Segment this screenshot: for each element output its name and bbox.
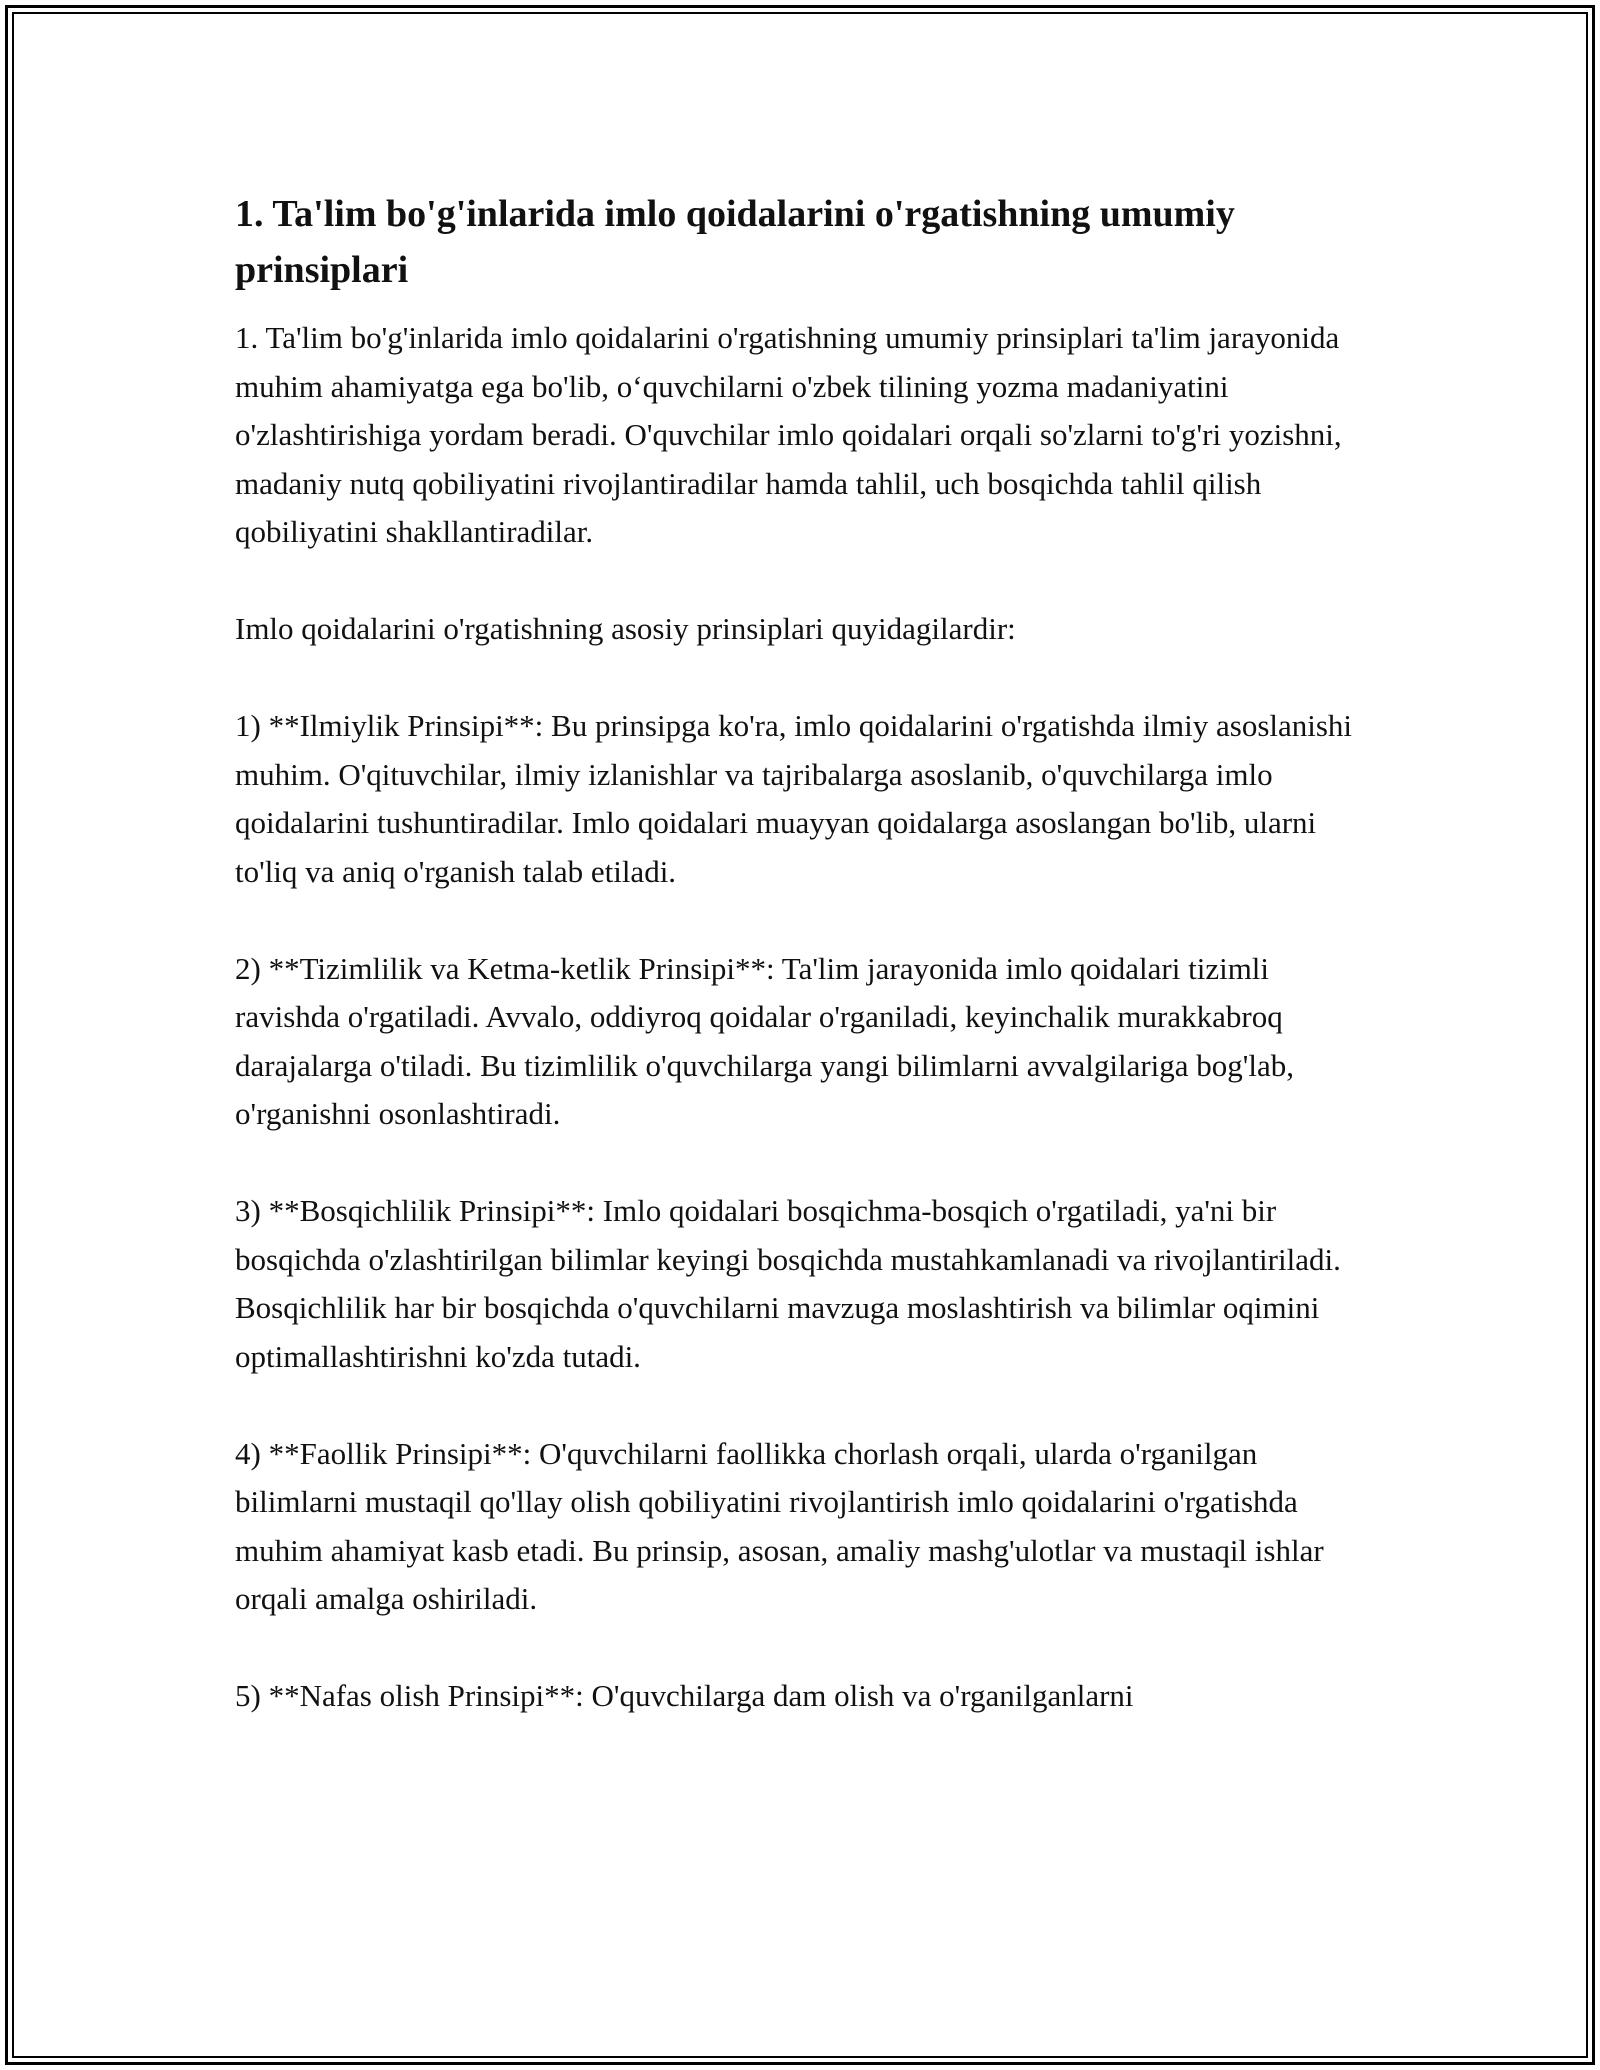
document-body: [235, 186, 1370, 1769]
paragraph-principles-lead: Imlo qoidalarini o'rgatishning asosiy prinsiplari quyidagilardir:: [235, 611, 1016, 646]
document-title: 1. Ta'lim bo'g'inlarida imlo qoidalarini o'rgatishning umumiy prinsiplari: [235, 193, 1235, 291]
paragraph-principle-3: 3) **Bosqichlilik Prinsipi**: Imlo qoidalari bosqichma-bosqich o'rgatiladi, ya'ni bir bosqichda o'zlashtirilgan bilimlar keyingi bosqichda mustahkamlanadi va rivojlantiriladi. Bosqichlilik har bir bosqichda o'quvchilarni mavzuga moslashtirish va bilimlar oqimini optimallashtirishni ko'zda tutadi.: [235, 1193, 1341, 1374]
paragraph-principle-5: 5) **Nafas olish Prinsipi**: O'quvchilarga dam olish va o'rganilganlarni: [235, 1678, 1134, 1713]
paragraph-intro: 1. Ta'lim bo'g'inlarida imlo qoidalarini o'rgatishning umumiy prinsiplari ta'lim jarayonida muhim ahamiyatga ega bo'lib, o‘quvchilarni o'zbek tilining yozma madaniyatini o'zlashtirishiga yordam beradi. O'quvchilar imlo qoidalari orqali so'zlarni to'g'ri yozishni, madaniy nutq qobiliyatini rivojlantiradilar hamda tahlil, uch bosqichda tahlil qilish qobiliyatini shakllantiradilar.: [235, 320, 1342, 549]
paragraph-principle-4: 4) **Faollik Prinsipi**: O'quvchilarni faollikka chorlash orqali, ularda o'rganilgan bilimlarni mustaqil qo'llay olish qobiliyatini rivojlantirish imlo qoidalarini o'rgatishda muhim ahamiyat kasb etadi. Bu prinsip, asosan, amaliy mashg'ulotlar va mustaqil ishlar orqali amalga oshiriladi.: [235, 1435, 1324, 1616]
paragraph-principle-1: 1) **Ilmiylik Prinsipi**: Bu prinsipga ko'ra, imlo qoidalarini o'rgatishda ilmiy asoslanishi muhim. O'qituvchilar, ilmiy izlanishlar va tajribalarga asoslanib, o'quvchilarga imlo qoidalarini tushuntiradilar. Imlo qoidalari muayyan qoidalarga asoslangan bo'lib, ularni to'liq va aniq o'rganish talab etiladi.: [235, 708, 1353, 889]
paragraph-principle-2: 2) **Tizimlilik va Ketma-ketlik Prinsipi**: Ta'lim jarayonida imlo qoidalari tizimli ravishda o'rgatiladi. Avvalo, oddiyroq qoidalar o'rganiladi, keyinchalik murakkabroq darajalarga o'tiladi. Bu tizimlilik o'quvchilarga yangi bilimlarni avvalgilariga bog'lab, o'rganishni osonlashtiradi.: [235, 950, 1294, 1131]
